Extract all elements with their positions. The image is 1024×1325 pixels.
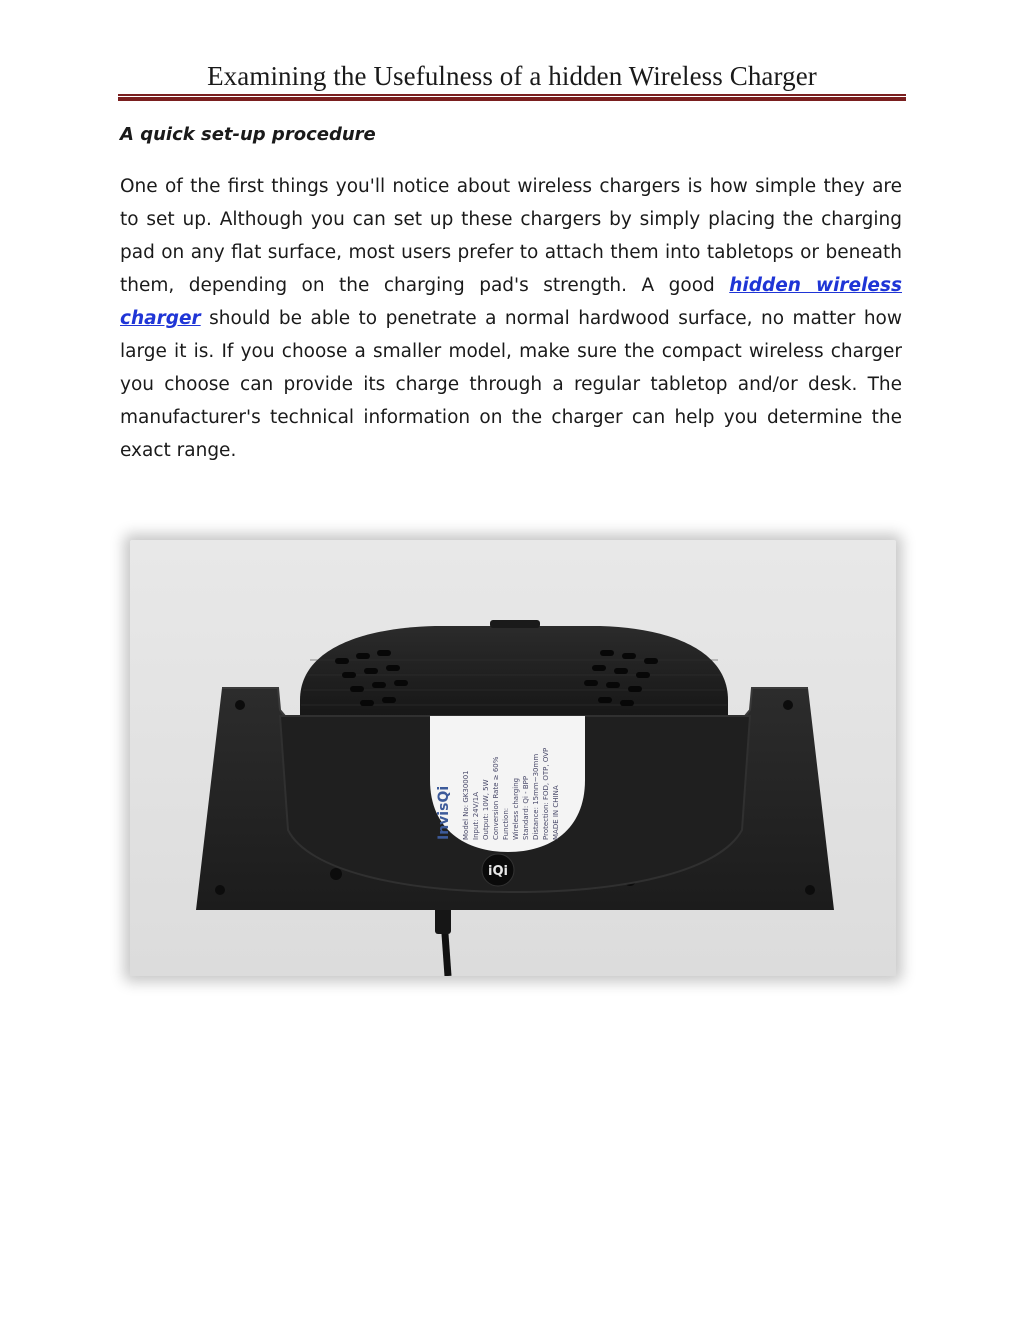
label-line: Standard: Qi - BPP bbox=[522, 775, 530, 840]
header-rule-thick bbox=[118, 97, 906, 101]
label-line: Model No: GK30001 bbox=[462, 770, 470, 840]
cable-connector bbox=[435, 906, 451, 934]
body-paragraph bbox=[120, 170, 902, 467]
section-heading: A quick set-up procedure bbox=[120, 124, 376, 145]
label-line: Output: 10W, 5W bbox=[482, 779, 490, 840]
product-label bbox=[430, 716, 585, 852]
label-line: MADE IN CHINA bbox=[552, 785, 560, 840]
label-line: Distance: 15mm~30mm bbox=[532, 753, 540, 840]
charger-illustration bbox=[130, 540, 896, 976]
paragraph-text-after-link: should be able to penetrate a normal hardwood surface, no matter how large it is. If you choose a smaller model, make sure the compact wireless charger you choose can provide its charge through a regular tabletop and/or desk. The manufacturer's technical information on the charger can help you determine the exact range. bbox=[120, 308, 902, 461]
label-line: Protection: FOD, OTP, OVP bbox=[542, 747, 550, 840]
charger-pod bbox=[300, 620, 728, 730]
header-rule-thin bbox=[118, 94, 906, 96]
label-brand: InvisQi bbox=[436, 785, 452, 840]
hidden-wireless-charger-link[interactable]: hidden wireless charger bbox=[120, 275, 902, 329]
logo-text: iQi bbox=[488, 864, 508, 879]
iqi-logo-icon bbox=[482, 854, 514, 886]
label-line: Function: bbox=[502, 807, 510, 840]
product-photo bbox=[130, 540, 896, 976]
label-line: Input: 24V/1A bbox=[472, 791, 480, 840]
page-header bbox=[118, 58, 906, 94]
label-line: Wireless charging bbox=[512, 777, 520, 840]
label-line: Conversion Rate ≥ 60% bbox=[492, 756, 500, 840]
paragraph-text-before-link: One of the first things you'll notice about wireless chargers is how simple they are to set up. Although you can set up these chargers by simply placing the charging pad on any flat surface, most users prefer to attach them into tabletops or beneath them, depending on the charging pad's strength. A good bbox=[120, 176, 902, 296]
page-title: Examining the Usefulness of a hidden Wireless Charger bbox=[207, 61, 817, 91]
